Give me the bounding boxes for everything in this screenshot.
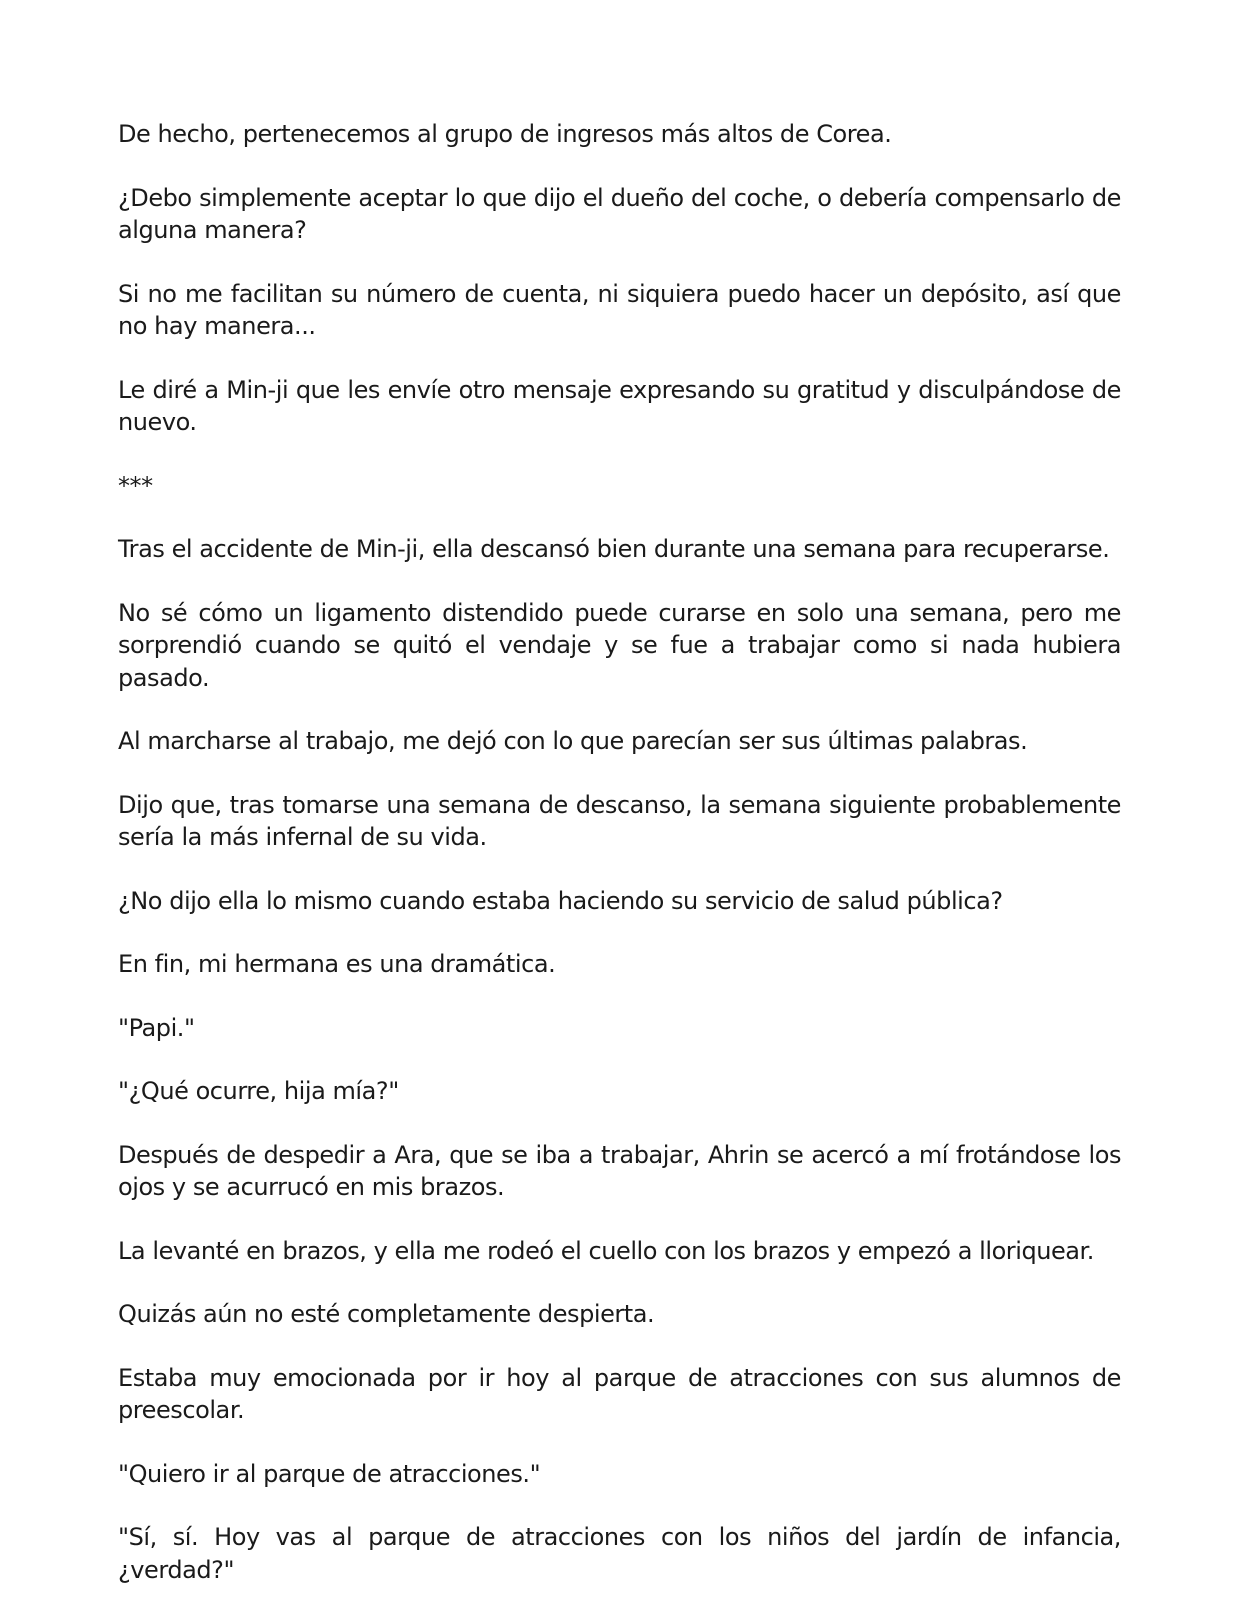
paragraph: Le diré a Min-ji que les envíe otro mensaje expresando su gratitud y disculpándose de nuevo.: [118, 375, 1121, 436]
paragraph: Quizás aún no esté completamente despierta.: [118, 1300, 655, 1328]
paragraph: Si no me facilitan su número de cuenta, ni siquiera puedo hacer un depósito, así que no hay manera...: [118, 279, 1121, 340]
dialogue-line: "Sí, sí. Hoy vas al parque de atracciones con los niños del jardín de infancia, ¿verdad?": [118, 1523, 1121, 1584]
paragraph: La levanté en brazos, y ella me rodeó el cuello con los brazos y empezó a lloriquear.: [118, 1236, 1094, 1265]
paragraph: Al marcharse al trabajo, me dejó con lo que parecían ser sus últimas palabras.: [118, 727, 1028, 755]
document-page: [118, 118, 1121, 1617]
dialogue-line: "Quiero ir al parque de atracciones.": [118, 1459, 541, 1488]
paragraph: Después de despedir a Ara, que se iba a trabajar, Ahrin se acercó a mí frotándose los ojos y se acurrucó en mis brazos.: [118, 1140, 1121, 1201]
paragraph: ¿Debo simplemente aceptar lo que dijo el dueño del coche, o debería compensarlo de alguna manera?: [118, 183, 1121, 244]
paragraph: Dijo que, tras tomarse una semana de descanso, la semana siguiente probablemente sería la más infernal de su vida.: [118, 790, 1121, 851]
paragraph: Tras el accidente de Min-ji, ella descansó bien durante una semana para recuperarse.: [118, 535, 1110, 563]
paragraph: No sé cómo un ligamento distendido puede curarse en solo una semana, pero me sorprendió cuando se quitó el vendaje y se fue a trabajar como si nada hubiera pasado.: [118, 598, 1121, 692]
scene-break: ***: [118, 471, 153, 500]
dialogue-line: "¿Qué ocurre, hija mía?": [118, 1077, 399, 1105]
paragraph: En fin, mi hermana es una dramática.: [118, 950, 556, 978]
paragraph: ¿No dijo ella lo mismo cuando estaba haciendo su servicio de salud pública?: [118, 886, 1003, 915]
dialogue-line: "Papi.": [118, 1013, 195, 1042]
paragraph: Estaba muy emocionada por ir hoy al parque de atracciones con sus alumnos de preescolar.: [118, 1363, 1121, 1424]
paragraph: De hecho, pertenecemos al grupo de ingresos más altos de Corea.: [118, 120, 892, 148]
